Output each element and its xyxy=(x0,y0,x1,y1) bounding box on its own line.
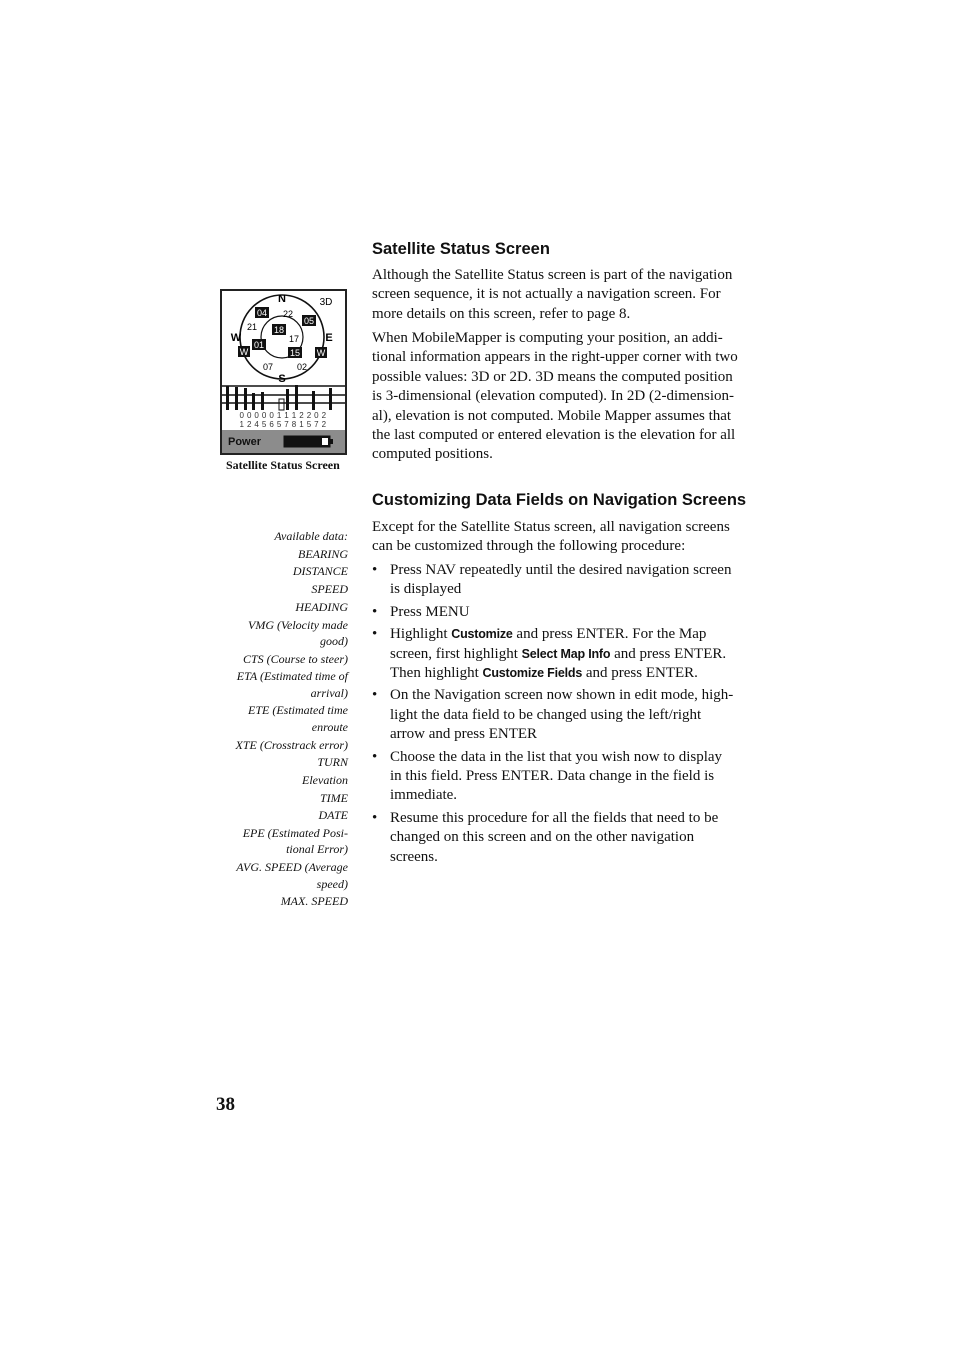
svg-text:W: W xyxy=(316,348,326,358)
page-number: 38 xyxy=(216,1094,235,1115)
available-data-item: DATE xyxy=(318,808,348,823)
svg-text:17: 17 xyxy=(288,334,300,344)
available-data-list xyxy=(200,528,348,911)
svg-text:04: 04 xyxy=(256,308,268,318)
mode-indicator: 3D xyxy=(319,297,333,308)
satellite-05 xyxy=(302,315,316,326)
waas-marker xyxy=(315,347,327,358)
satellite-status-screen-figure xyxy=(220,289,347,455)
available-data-item: CTS (Course to steer) xyxy=(243,651,348,666)
satellite-21 xyxy=(247,322,257,332)
section-title-customizing: Customizing Data Fields on Navigation Screens xyxy=(372,491,747,509)
available-data-item: VMG (Velocity made good) xyxy=(248,617,348,648)
svg-text:07: 07 xyxy=(262,362,274,372)
procedure-step: • Resume this procedure for all the fields that need to be changed on this screen and on the other navigation screens. xyxy=(372,809,764,867)
available-data-item: ETA (Estimated time of arrival) xyxy=(236,669,348,700)
procedure-step: • Press NAV repeatedly until the desired navigation screen is displayed xyxy=(372,561,764,600)
paragraph-position-mode: When MobileMapper is computing your position, an addi- tional information appears in the right-upper corner with two possible values: 3D or 2D. 3D means the computed position is 3-dimensional (elevation computed). In 2D (2-dimension- al), elevation is not computed. Mobile Mapper assumes that the last computed or entered elevation is the elevation for all computed positions. xyxy=(372,330,738,463)
available-data-item: ETE (Estimated time enroute xyxy=(248,703,348,734)
menu-option-customize-fields: Customize Fields xyxy=(482,666,583,681)
satellite-sky-plot xyxy=(222,291,345,453)
available-data-item: XTE (Crosstrack error) xyxy=(235,737,348,752)
svg-text:01: 01 xyxy=(253,340,265,350)
svg-text:02: 02 xyxy=(296,362,308,372)
satellite-22 xyxy=(283,309,293,319)
compass-south: S xyxy=(278,373,286,385)
available-data-item: DISTANCE xyxy=(292,564,348,579)
svg-text:W: W xyxy=(239,347,249,357)
available-data-item: EPE (Estimated Posi- tional Error) xyxy=(242,826,348,857)
paragraph-satellite-intro: Although the Satellite Status screen is part of the navigation screen sequence, it is not actually a navigation screen. For more details on this screen, refer to page 8. xyxy=(372,267,733,322)
procedure-step: • Choose the data in the list that you wish now to display in this field. Press ENTER. Data change in the field is immediate. xyxy=(372,748,764,806)
available-data-item: HEADING xyxy=(295,599,348,614)
procedure-step: • On the Navigation screen now shown in edit mode, high- light the data field to be changed using the left/right arrow and press ENTER xyxy=(372,686,764,744)
channel-row-bottom: 1 2 4 5 6 5 7 8 1 5 7 2 xyxy=(239,420,327,429)
menu-option-customize: Customize xyxy=(451,627,513,642)
available-data-item: Elevation xyxy=(302,772,348,787)
compass-east: E xyxy=(325,332,333,344)
available-data-item: TURN xyxy=(317,755,348,770)
available-data-heading: Available data: xyxy=(274,529,348,543)
channel-row-top: 0 0 0 0 0 1 1 1 2 2 0 2 xyxy=(239,411,327,420)
satellite-15 xyxy=(288,347,302,358)
satellite-17 xyxy=(289,334,299,344)
svg-text:15: 15 xyxy=(289,348,301,358)
menu-option-select-map-info: Select Map Info xyxy=(521,646,611,661)
waas-marker xyxy=(238,346,250,357)
svg-text:21: 21 xyxy=(246,322,258,332)
svg-text:18: 18 xyxy=(273,325,285,335)
power-label: Power xyxy=(228,436,262,448)
compass-north: N xyxy=(278,293,286,305)
satellite-01 xyxy=(252,339,266,350)
procedure-step: • Press MENU xyxy=(372,603,764,622)
signal-strength-bars xyxy=(222,385,345,410)
svg-text:22: 22 xyxy=(282,309,294,319)
available-data-item: BEARING xyxy=(298,546,348,561)
satellite-18 xyxy=(272,324,286,335)
available-data-item: AVG. SPEED (Average speed) xyxy=(236,860,348,891)
svg-text:05: 05 xyxy=(303,316,315,326)
satellite-02 xyxy=(297,362,307,372)
satellite-07 xyxy=(263,362,273,372)
section-title-satellite-status: Satellite Status Screen xyxy=(372,240,550,258)
figure-caption: Satellite Status Screen xyxy=(226,458,340,472)
procedure-steps xyxy=(372,561,764,870)
available-data-item: MAX. SPEED xyxy=(280,894,348,909)
paragraph-customizing-intro: Except for the Satellite Status screen, all navigation screens can be customized through the following procedure: xyxy=(372,519,730,555)
power-status-bar xyxy=(222,430,345,453)
available-data-item: TIME xyxy=(320,790,348,805)
satellite-04 xyxy=(255,307,269,318)
compass-west: W xyxy=(230,332,242,344)
procedure-step: • Highlight Customize and press ENTER. For the Map screen, first highlight Select Map Info and press ENTER. Then highlight Customize Fields and press ENTER. xyxy=(372,625,764,683)
available-data-item: SPEED xyxy=(311,582,348,597)
